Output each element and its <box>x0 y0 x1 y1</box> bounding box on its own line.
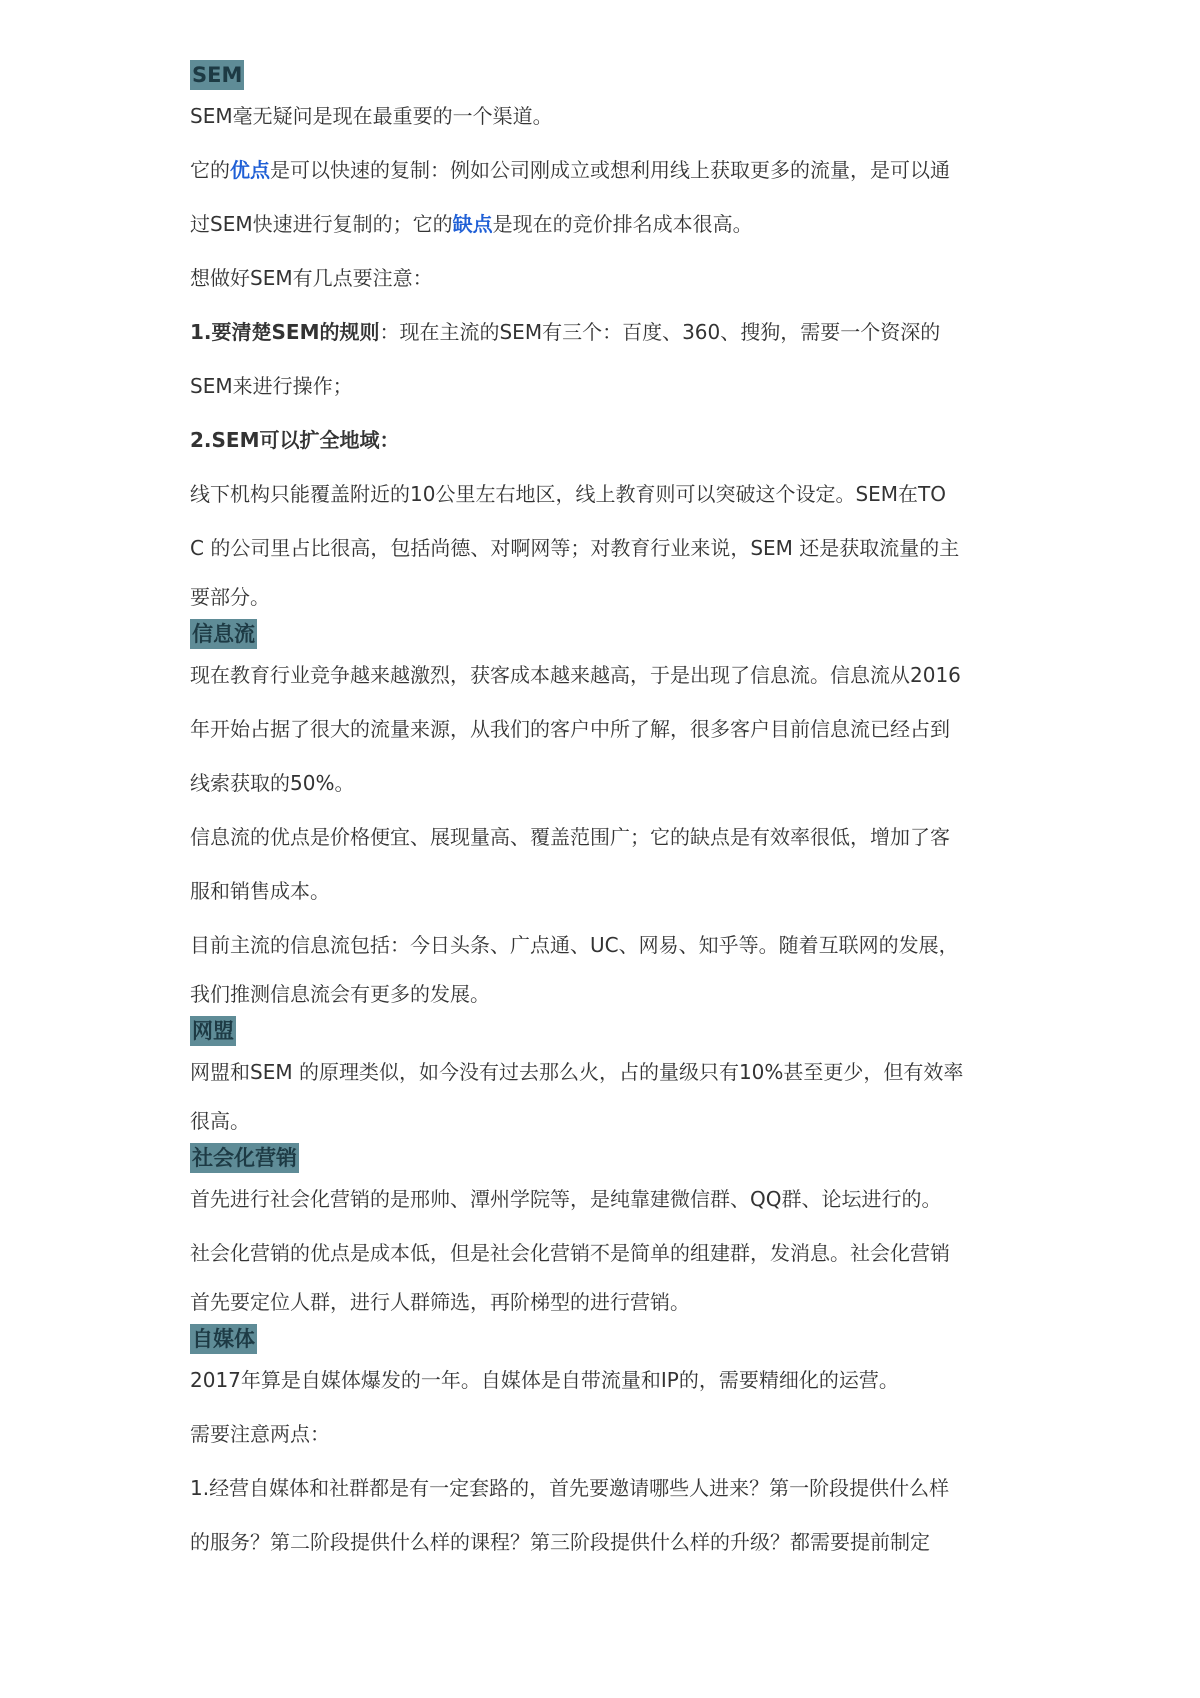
media-paragraph-1: 2017年算是自媒体爆发的一年。自媒体是自带流量和IP的，需要精细化的运营。 <box>190 1368 899 1392</box>
union-paragraph-1-l2: 很高。 <box>190 1109 250 1133</box>
sem-point-2: 2.SEM可以扩全地域： <box>190 428 400 452</box>
feed-paragraph-2-l1: 信息流的优点是价格便宜、展现量高、覆盖范围广；它的缺点是有效率很低，增加了客 <box>190 825 950 849</box>
social-paragraph-2-l1: 社会化营销的优点是成本低，但是社会化营销不是简单的组建群，发消息。社会化营销 <box>190 1241 950 1265</box>
sem-paragraph-6-l2: C 的公司里占比很高，包括尚德、对啊网等；对教育行业来说，SEM 还是获取流量的主 <box>190 536 960 560</box>
media-point-1-l2: 的服务？第二阶段提供什么样的课程？第三阶段提供什么样的升级？都需要提前制定 <box>190 1530 930 1554</box>
section-media <box>190 1324 1020 1354</box>
feed-paragraph-2-l2: 服和销售成本。 <box>190 879 330 903</box>
section-heading-union: 网盟 <box>190 1016 236 1046</box>
sem-paragraph-6-l3: 要部分。 <box>190 585 270 609</box>
section-heading-feed: 信息流 <box>190 619 257 649</box>
feed-paragraph-1-l1: 现在教育行业竞争越来越激烈，获客成本越来越高，于是出现了信息流。信息流从2016 <box>190 663 961 687</box>
sem-paragraph-2: 它的优点是可以快速的复制：例如公司刚成立或想利用线上获取更多的流量，是可以通 <box>190 158 950 182</box>
sem-point-1-cont: SEM来进行操作； <box>190 374 353 398</box>
section-social <box>190 1143 1020 1173</box>
document-page <box>190 60 1020 1569</box>
media-paragraph-2: 需要注意两点： <box>190 1422 330 1446</box>
highlight-advantage: 优点 <box>230 158 270 182</box>
union-paragraph-1-l1: 网盟和SEM 的原理类似，如今没有过去那么火，占的量级只有10%甚至更少，但有效率 <box>190 1060 964 1084</box>
sem-paragraph-1: SEM毫无疑问是现在最重要的一个渠道。 <box>190 104 553 128</box>
highlight-disadvantage: 缺点 <box>452 212 493 236</box>
section-heading-media: 自媒体 <box>190 1324 257 1354</box>
section-union <box>190 1016 1020 1046</box>
section-feed <box>190 619 1020 649</box>
social-paragraph-2-l2: 首先要定位人群，进行人群筛选，再阶梯型的进行营销。 <box>190 1290 690 1314</box>
sem-paragraph-6-l1: 线下机构只能覆盖附近的10公里左右地区，线上教育则可以突破这个设定。SEM在TO <box>190 482 946 506</box>
feed-paragraph-1-l2: 年开始占据了很大的流量来源，从我们的客户中所了解，很多客户目前信息流已经占到 <box>190 717 950 741</box>
section-heading-sem: SEM <box>190 60 244 90</box>
social-paragraph-1: 首先进行社会化营销的是邢帅、潭州学院等，是纯靠建微信群、QQ群、论坛进行的。 <box>190 1187 942 1211</box>
feed-paragraph-1-l3: 线索获取的50%。 <box>190 771 355 795</box>
section-heading-social: 社会化营销 <box>190 1143 299 1173</box>
sem-paragraph-3: 想做好SEM有几点要注意： <box>190 266 433 290</box>
sem-paragraph-2-cont: 过SEM快速进行复制的；它的缺点是现在的竞价排名成本很高。 <box>190 212 753 236</box>
sem-point-1: 1.要清楚SEM的规则：现在主流的SEM有三个：百度、360、搜狗，需要一个资深的 <box>190 320 941 344</box>
media-point-1-l1: 1.经营自媒体和社群都是有一定套路的，首先要邀请哪些人进来？第一阶段提供什么样 <box>190 1476 950 1500</box>
feed-paragraph-3-l2: 我们推测信息流会有更多的发展。 <box>190 982 490 1006</box>
section-sem <box>190 60 1020 90</box>
feed-paragraph-3-l1: 目前主流的信息流包括：今日头条、广点通、UC、网易、知乎等。随着互联网的发展， <box>190 933 959 957</box>
